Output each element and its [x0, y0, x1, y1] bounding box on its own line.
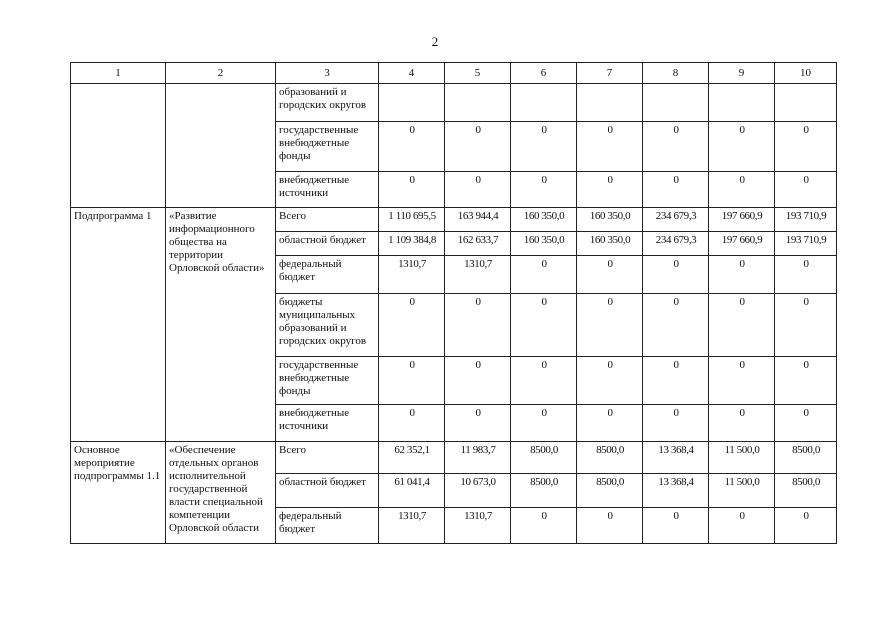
source-cell: федеральный бюджет [276, 256, 379, 294]
value-cell: 0 [775, 256, 837, 294]
value-cell: 160 350,0 [511, 232, 577, 256]
value-cell: 10 673,0 [445, 474, 511, 508]
value-cell: 0 [709, 405, 775, 442]
value-cell: 0 [577, 405, 643, 442]
value-cell: 1310,7 [379, 256, 445, 294]
value-cell: 1310,7 [445, 256, 511, 294]
value-cell: 0 [709, 357, 775, 405]
column-header: 3 [276, 63, 379, 84]
value-cell: 13 368,4 [643, 442, 709, 474]
source-cell: внебюджетные источники [276, 172, 379, 208]
name-cell: «Развитие информационного общества на территории Орловской области» [166, 208, 276, 442]
value-cell: 0 [379, 405, 445, 442]
value-cell: 0 [577, 357, 643, 405]
value-cell: 163 944,4 [445, 208, 511, 232]
source-cell: образований и городских округов [276, 84, 379, 122]
value-cell: 61 041,4 [379, 474, 445, 508]
value-cell: 11 500,0 [709, 474, 775, 508]
column-header: 9 [709, 63, 775, 84]
value-cell: 0 [511, 357, 577, 405]
value-cell: 0 [511, 294, 577, 357]
source-cell: областной бюджет [276, 232, 379, 256]
value-cell: 0 [577, 294, 643, 357]
value-cell: 0 [709, 294, 775, 357]
source-cell: государственные внебюджетные фонды [276, 357, 379, 405]
source-cell: внебюджетные источники [276, 405, 379, 442]
value-cell: 0 [511, 122, 577, 172]
value-cell: 0 [379, 172, 445, 208]
value-cell: 0 [775, 294, 837, 357]
value-cell: 0 [775, 405, 837, 442]
value-cell: 0 [709, 256, 775, 294]
value-cell: 0 [445, 294, 511, 357]
value-cell: 1310,7 [379, 508, 445, 544]
value-cell: 0 [511, 508, 577, 544]
name-cell [166, 84, 276, 208]
value-cell: 0 [643, 294, 709, 357]
value-cell: 8500,0 [511, 442, 577, 474]
value-cell: 8500,0 [577, 442, 643, 474]
value-cell: 0 [709, 172, 775, 208]
value-cell: 0 [775, 357, 837, 405]
value-cell: 0 [445, 122, 511, 172]
value-cell: 0 [775, 172, 837, 208]
value-cell: 197 660,9 [709, 208, 775, 232]
value-cell [643, 84, 709, 122]
column-header: 2 [166, 63, 276, 84]
value-cell: 8500,0 [511, 474, 577, 508]
value-cell [511, 84, 577, 122]
value-cell: 0 [511, 172, 577, 208]
value-cell: 0 [643, 508, 709, 544]
value-cell: 0 [577, 256, 643, 294]
value-cell: 0 [775, 508, 837, 544]
value-cell: 234 679,3 [643, 208, 709, 232]
value-cell: 160 350,0 [577, 232, 643, 256]
value-cell: 160 350,0 [577, 208, 643, 232]
source-cell: Всего [276, 208, 379, 232]
column-header: 7 [577, 63, 643, 84]
status-cell: Подпрограмма 1 [71, 208, 166, 442]
status-cell [71, 84, 166, 208]
value-cell: 0 [445, 357, 511, 405]
value-cell [709, 84, 775, 122]
name-cell: «Обеспечение отдельных органов исполнительной государственной власти специальной компетенции Орловской области [166, 442, 276, 544]
value-cell: 197 660,9 [709, 232, 775, 256]
value-cell: 193 710,9 [775, 208, 837, 232]
value-cell: 0 [577, 122, 643, 172]
value-cell: 11 983,7 [445, 442, 511, 474]
value-cell: 0 [709, 122, 775, 172]
source-cell: бюджеты муниципальных образований и городских округов [276, 294, 379, 357]
column-header: 5 [445, 63, 511, 84]
value-cell: 8500,0 [775, 442, 837, 474]
value-cell: 0 [577, 172, 643, 208]
value-cell: 0 [709, 508, 775, 544]
source-cell: федеральный бюджет [276, 508, 379, 544]
value-cell: 0 [643, 405, 709, 442]
value-cell: 234 679,3 [643, 232, 709, 256]
value-cell: 0 [643, 172, 709, 208]
value-cell [379, 84, 445, 122]
value-cell [775, 84, 837, 122]
value-cell: 0 [379, 122, 445, 172]
value-cell: 1 110 695,5 [379, 208, 445, 232]
source-cell: Всего [276, 442, 379, 474]
value-cell: 8500,0 [577, 474, 643, 508]
table-header-row [71, 63, 837, 84]
value-cell: 0 [379, 294, 445, 357]
value-cell: 8500,0 [775, 474, 837, 508]
value-cell: 0 [643, 122, 709, 172]
value-cell: 0 [445, 172, 511, 208]
budget-table [70, 62, 837, 544]
value-cell: 13 368,4 [643, 474, 709, 508]
column-header: 1 [71, 63, 166, 84]
value-cell [577, 84, 643, 122]
value-cell: 0 [775, 122, 837, 172]
value-cell: 0 [379, 357, 445, 405]
value-cell: 62 352,1 [379, 442, 445, 474]
table-row [71, 208, 837, 232]
table-row [71, 442, 837, 474]
value-cell: 1310,7 [445, 508, 511, 544]
column-header: 6 [511, 63, 577, 84]
status-cell: Основное мероприятие подпрограммы 1.1 [71, 442, 166, 544]
column-header: 10 [775, 63, 837, 84]
value-cell: 0 [577, 508, 643, 544]
value-cell: 0 [445, 405, 511, 442]
value-cell: 0 [643, 256, 709, 294]
value-cell: 193 710,9 [775, 232, 837, 256]
value-cell: 0 [511, 256, 577, 294]
page-number: 2 [431, 34, 439, 49]
value-cell: 11 500,0 [709, 442, 775, 474]
value-cell: 1 109 384,8 [379, 232, 445, 256]
source-cell: государственные внебюджетные фонды [276, 122, 379, 172]
value-cell: 160 350,0 [511, 208, 577, 232]
value-cell: 0 [511, 405, 577, 442]
value-cell [445, 84, 511, 122]
column-header: 4 [379, 63, 445, 84]
value-cell: 0 [643, 357, 709, 405]
table-row [71, 84, 837, 122]
source-cell: областной бюджет [276, 474, 379, 508]
column-header: 8 [643, 63, 709, 84]
value-cell: 162 633,7 [445, 232, 511, 256]
